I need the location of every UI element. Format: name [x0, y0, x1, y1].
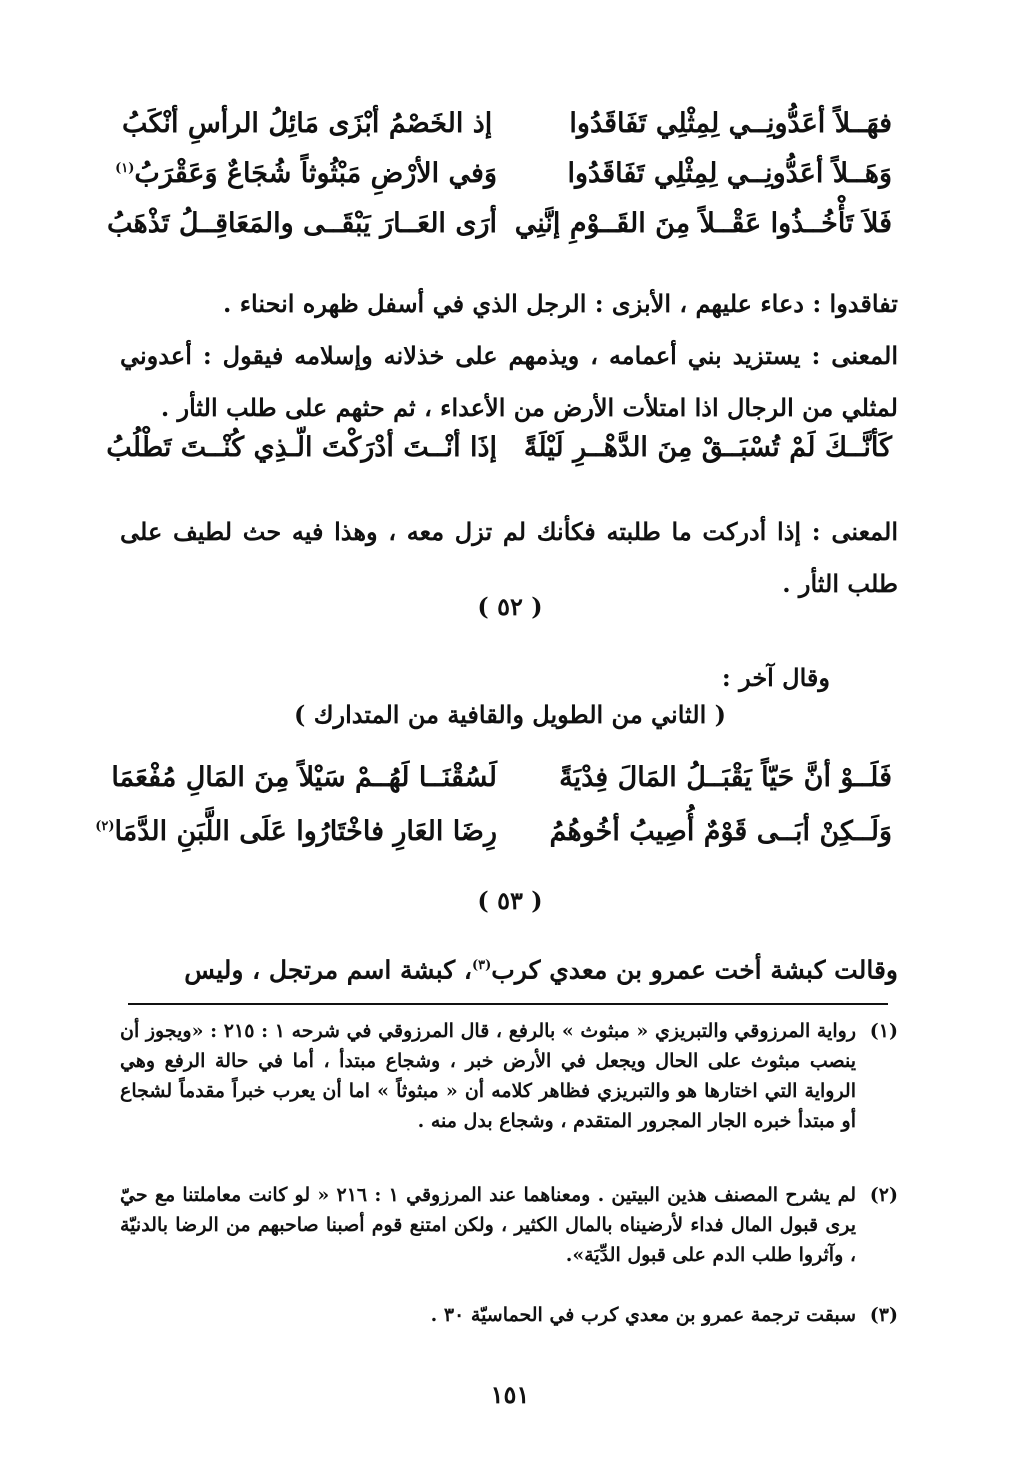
verse-line [106, 432, 892, 482]
footnote-text: رواية المرزوقي والتبريزي « مبثوث » بالرفع ، قال المرزوقي في شرحه ١ : ٢١٥ : «ويجوز أن ينصب مبثوث على الحال ويجعل في الأرض خبر ، وشجاع مبتدأ ، أما في حالة الرفع وهي الرواية التي اختارها هو والتبريزي فظاهر كلامه أن « مبثوثاً » اما أن يعرب خبراً مقدماً لشجاع أو مبتدأ خبره الجار المجرور المتقدم ، وشجاع بدل منه . [120, 1020, 856, 1132]
footnote [120, 1016, 898, 1136]
footnote-ref[interactable]: (٢) [95, 819, 115, 834]
footnote [120, 1300, 898, 1330]
section-intro: وقال آخر : [721, 663, 830, 692]
single-verse [106, 432, 892, 482]
page-number: ١٥١ [490, 1380, 530, 1409]
verse-first-hemistich: فهَــلاً أعَدُّونِــي لِمِثْلِي تَفَاقَدُوا [569, 108, 892, 139]
footnote-ref[interactable]: (١) [115, 161, 135, 176]
verse-second-text: أرَى العَــارَ يَبْقَــى والمَعَاقِــلُ تَذْهَبُ [107, 208, 497, 239]
verse-second-hemistich [106, 432, 497, 463]
verse-line [107, 208, 892, 258]
verse-second-text: إذَا أنْــتَ أدْرَكْتَ الّـذِي كُنْــتَ تَطْلُبُ [106, 432, 497, 463]
verse-line [111, 762, 892, 816]
verse-second-hemistich [107, 208, 497, 239]
poem-verses [107, 108, 892, 258]
section-number: ( ٥٣ ) [477, 886, 543, 915]
verse-first-hemistich: وَهَــلاً أعَدُّونِــي لِمِثْلِي تَفَاقَدُوا [567, 158, 892, 189]
section-text-end: ، كبشة اسم مرتجل ، وليس [184, 955, 472, 985]
footnote [120, 1180, 898, 1270]
footnote-number: (١) [869, 1020, 898, 1042]
verse-second-hemistich [111, 762, 497, 793]
verse-first-hemistich: فَلَــوْ أنَّ حَيّاً يَقْبَــلُ المَالَ فِدْيَةً [559, 762, 892, 793]
verse-second-text: وَفي الأرْضِ مَبْثُوثاً شُجَاعٌ وَعَقْرَبُ [134, 158, 497, 189]
footnote-text: سبقت ترجمة عمرو بن معدي كرب في الحماسيّة ٣٠ . [430, 1304, 856, 1326]
footnote-text: لم يشرح المصنف هذين البيتين . ومعناهما عند المرزوقي ١ : ٢١٦ « لو كانت معاملتنا مع حيّ يرى قبول المال فداء لأرضيناه بالمال الكثير ، ولكن امتنع قوم أصبنا صاحبهم من الرضا بالدنيّة ، وآثروا طلب الدم على قبول الدِّيَة». [120, 1184, 856, 1266]
section-text [120, 940, 898, 996]
verse-line [122, 108, 892, 158]
verse-second-hemistich [95, 816, 497, 847]
verse-first-hemistich: فَلاَ تَأْخُــذُوا عَقْــلاً مِنَ القَــوْمِ إنَّنِي [514, 208, 892, 239]
verse-line [95, 816, 892, 870]
verse-second-text: رِضَا العَارِ فاخْتَارُوا عَلَى اللَّبَنِ الدَّمَا [114, 816, 497, 847]
section-number: ( ٥٢ ) [477, 592, 543, 621]
footnote-ref[interactable]: (٣) [471, 958, 492, 973]
poem-verses [95, 762, 892, 870]
verse-first-hemistich: كَأنَّــكَ لَمْ تُسْبَــقْ مِنَ الدَّهْــرِ لَيْلَةً [523, 432, 892, 463]
footnote-number: (٢) [869, 1184, 898, 1206]
meter-label: ( الثاني من الطويل والقافية من المتدارك ) [294, 700, 726, 729]
footnote-divider [128, 1003, 888, 1005]
meaning-paragraph: المعنى : يستزيد بني أعمامه ، ويذمهم على خذلانه وإسلامه فيقول : أعدوني لمثلي من الرجال اذا امتلأت الأرض من الأعداء ، ثم حثهم على طلب الثأر . [120, 341, 898, 422]
section-text-start: وقالت كبشة أخت عمرو بن معدي كرب [491, 955, 898, 985]
gloss-paragraph: تفاقدوا : دعاء عليهم ، الأبزى : الرجل الذي في أسفل ظهره انحناء . [223, 289, 898, 318]
footnote-number: (٣) [869, 1304, 898, 1326]
verse-second-hemistich [115, 158, 497, 189]
meaning-paragraph: المعنى : إذا أدركت ما طلبته فكأنك لم تزل معه ، وهذا فيه حث لطيف على طلب الثأر . [120, 517, 898, 598]
verse-first-hemistich: وَلَــكِنْ أبَــى قَوْمٌ أُصِيبُ أخُوهُمُ [549, 816, 892, 847]
verse-line [115, 158, 892, 208]
verse-second-text: إذ الخَصْمُ أبْزَى مَائِلُ الرأسِ أنْكَبُ [122, 108, 493, 139]
verse-second-hemistich [122, 108, 497, 139]
verse-second-text: لَسُقْنَــا لَهُــمْ سَيْلاً مِنَ المَالِ مُفْعَمَا [111, 762, 497, 793]
